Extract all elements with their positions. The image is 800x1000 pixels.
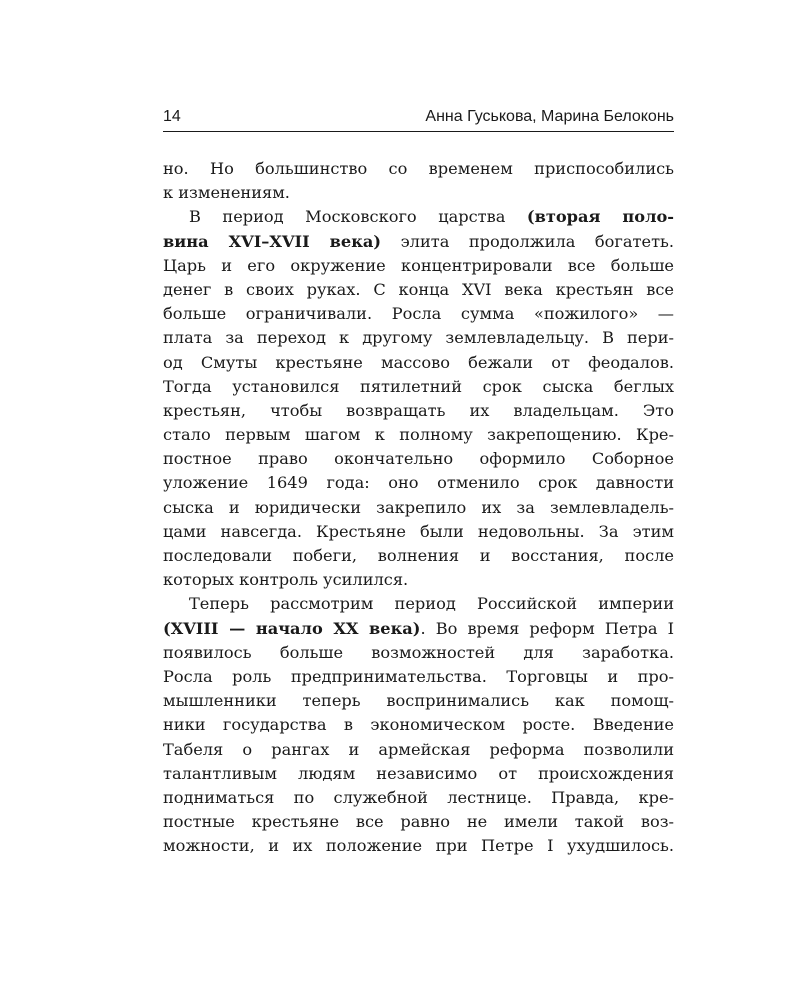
text-run: уложение 1649 года: оно отменило срок давности (163, 473, 674, 493)
text-line (163, 568, 674, 592)
text-run: Табеля о рангах и армейская реформа позволили (163, 739, 674, 759)
bold-run: (XVIII — начало XX века) (163, 618, 421, 638)
text-line (163, 665, 674, 689)
text-line (163, 713, 674, 737)
text-line (163, 496, 674, 520)
text-run: постные крестьяне все равно не имели такой воз- (163, 812, 674, 832)
text-line (163, 641, 674, 665)
text-line (163, 326, 674, 350)
text-run: Теперь рассмотрим период Российской империи (189, 594, 674, 614)
bold-run: вина XVI–XVII века) (163, 231, 382, 251)
text-run: цами навсегда. Крестьяне были недовольны. За этим (163, 521, 674, 541)
text-run: В период Московского царства (189, 207, 527, 227)
paragraph-first-line (163, 205, 674, 229)
text-run: постное право окончательно оформило Соборное (163, 449, 674, 469)
text-line (163, 254, 674, 278)
text-run: можности, и их положение при Петре I ухудшилось. (163, 836, 674, 856)
text-line (163, 544, 674, 568)
text-run: последовали побеги, волнения и восстания, после (163, 546, 674, 565)
running-header (163, 108, 674, 132)
text-run: больше ограничивали. Росла сумма «пожилого» — (163, 304, 674, 324)
text-line (163, 423, 674, 447)
text-run: сыска и юридически закрепило их за землевладель- (163, 497, 674, 517)
text-run: подниматься по служебной лестнице. Правда, кре- (163, 787, 674, 807)
text-line (163, 810, 674, 834)
header-rule (163, 131, 674, 132)
text-line (163, 738, 674, 762)
text-line (163, 157, 674, 181)
text-run: крестьян, чтобы возвращать их владельцам. Это (163, 400, 674, 420)
bold-run: (вторая поло- (526, 207, 674, 227)
text-line (163, 302, 674, 326)
text-run: появилось больше возможностей для заработка. (163, 642, 674, 662)
text-line (163, 351, 674, 375)
paragraph-first-line (163, 592, 674, 616)
text-run: од Смуты крестьяне массово бежали от феодалов. (163, 352, 674, 372)
text-run: мышленники теперь воспринимались как помощ- (163, 691, 674, 711)
text-line (163, 786, 674, 810)
header-authors: Анна Гуськова, Марина Белоконь (425, 108, 674, 125)
text-line (163, 834, 674, 858)
text-line (163, 689, 674, 713)
text-run: но. Но большинство со временем приспособились (163, 159, 674, 178)
text-run: элита продолжила богатеть. (381, 231, 674, 251)
text-line (163, 447, 674, 471)
text-line (163, 520, 674, 544)
text-line (163, 471, 674, 495)
text-run: талантливым людям независимо от происхождения (163, 763, 674, 783)
text-run: к изменениям. (163, 183, 290, 203)
text-run: Царь и его окружение концентрировали все больше (163, 255, 674, 275)
text-line (163, 399, 674, 423)
text-run: денег в своих руках. С конца XVI века крестьян все (163, 279, 674, 299)
text-run: Росла роль предпринимательства. Торговцы и про- (163, 666, 674, 686)
text-line (163, 375, 674, 399)
text-line (163, 230, 674, 254)
text-run: Тогда установился пятилетний срок сыска беглых (163, 376, 674, 396)
text-run: плата за переход к другому землевладельцу. В пери- (163, 328, 674, 348)
text-line (163, 181, 674, 205)
text-run: стало первым шагом к полному закрепощению. Кре- (163, 425, 674, 445)
body-text (163, 157, 674, 858)
text-run: . Во время реформ Петра I (420, 618, 674, 638)
text-line (163, 762, 674, 786)
text-run: которых контроль усилился. (163, 570, 409, 590)
text-line (163, 617, 674, 641)
text-line (163, 278, 674, 302)
page-number: 14 (163, 108, 181, 125)
text-run: ники государства в экономическом росте. Введение (163, 715, 674, 735)
